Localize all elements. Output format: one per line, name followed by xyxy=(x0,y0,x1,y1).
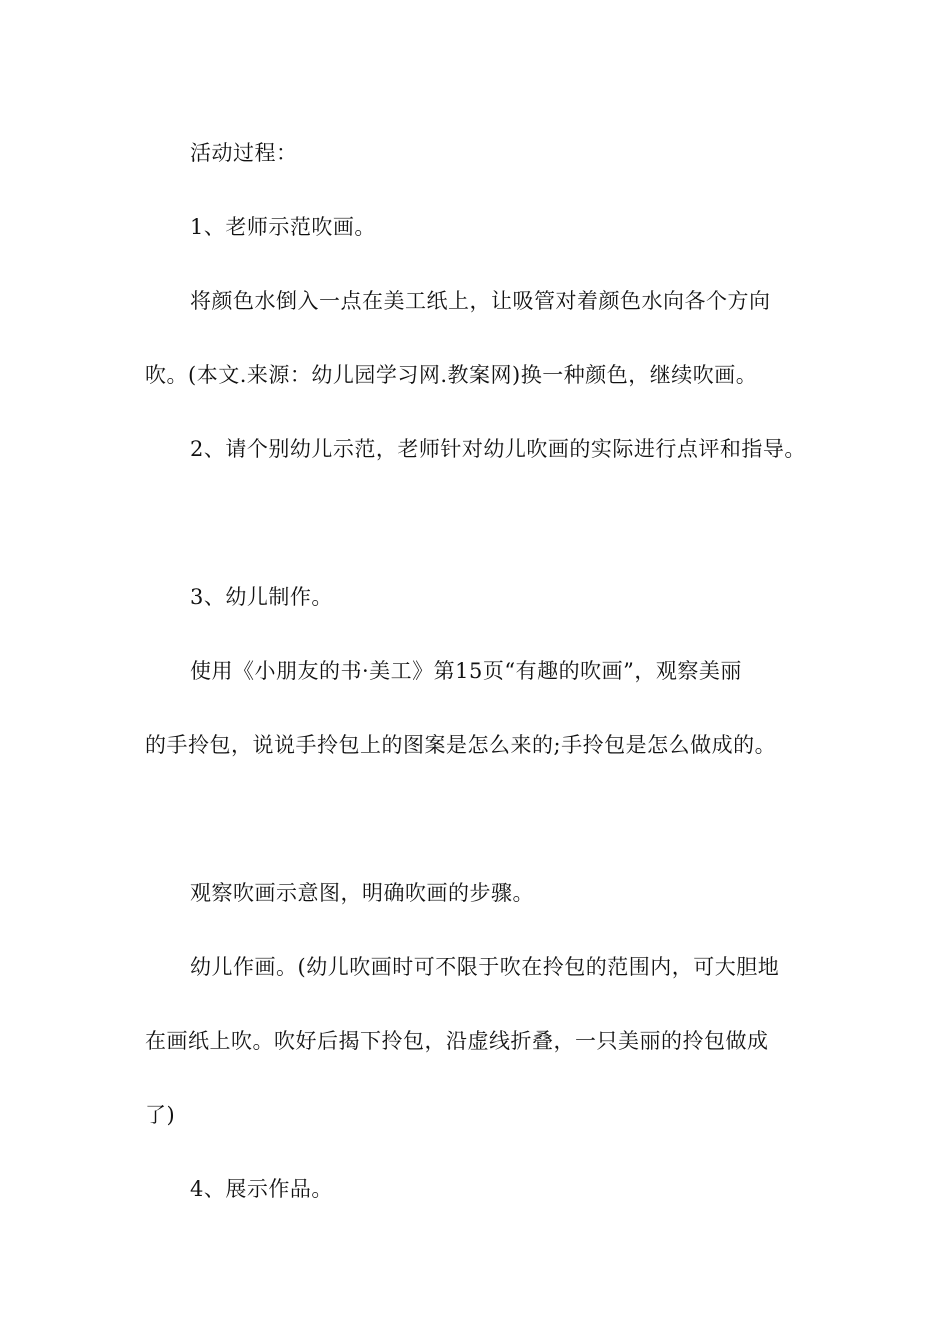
paragraph-line: 将颜色水倒入一点在美工纸上，让吸管对着颜色水向各个方向 xyxy=(190,289,771,313)
section-heading: 活动过程： xyxy=(190,141,298,165)
step-4-heading: 4、展示作品。 xyxy=(190,1177,333,1201)
paragraph-line: 使用《小朋友的书·美工》第15页“有趣的吹画”，观察美丽 xyxy=(190,659,742,683)
step-3-heading: 3、幼儿制作。 xyxy=(190,585,333,609)
paragraph-line: 了) xyxy=(145,1103,176,1127)
paragraph-line: 吹。(本文.来源：幼儿园学习网.教案网)换一种颜色，继续吹画。 xyxy=(145,363,758,387)
paragraph-line: 幼儿作画。(幼儿吹画时可不限于吹在拎包的范围内，可大胆地 xyxy=(190,955,780,979)
step-2-line: 2、请个别幼儿示范，老师针对幼儿吹画的实际进行点评和指导。 xyxy=(190,437,806,461)
paragraph-line: 的手拎包，说说手拎包上的图案是怎么来的;手拎包是怎么做成的。 xyxy=(145,733,777,757)
paragraph-line: 观察吹画示意图，明确吹画的步骤。 xyxy=(190,881,534,905)
paragraph-line: 在画纸上吹。吹好后揭下拎包，沿虚线折叠，一只美丽的拎包做成 xyxy=(145,1029,769,1053)
step-1-heading: 1、老师示范吹画。 xyxy=(190,215,376,239)
